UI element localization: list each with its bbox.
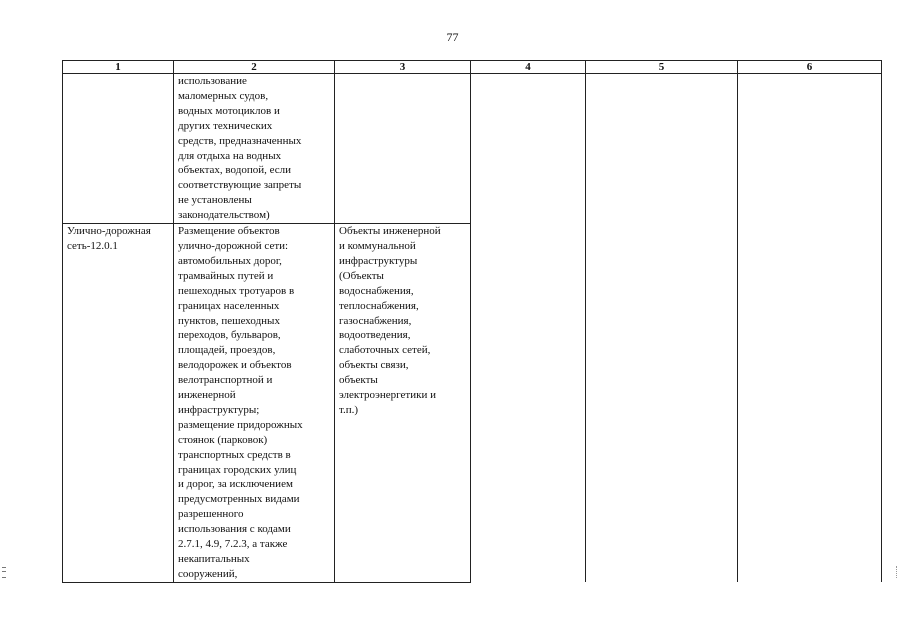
street-network-description: Размещение объектов улично-дорожной сети: автомобильных дорог, трамвайных путей и пешеходных тротуаров в границах населенных пунктов, пешеходных переходов, бульваров, площадей, проездов, велодорожек и объектов велотранспортной и инженерной инфраструктуры; размещение придорожных стоянок (парковок) транспортных средств в границах городских улиц и дорог, за исключением предусмотренных видами разрешенного использования с кодами 2.7.1, 4.9, 7.2.3, а также некапитальных сооружений, xyxy=(178,225,303,580)
column-header-5: 5 xyxy=(586,61,738,74)
cell-col6 xyxy=(738,74,882,583)
table-header-row xyxy=(63,61,882,74)
cell-col5 xyxy=(586,74,738,583)
street-network-code: Улично-дорожная сеть-12.0.1 xyxy=(67,225,151,252)
cell-street-col1 xyxy=(63,224,174,583)
column-header-6: 6 xyxy=(738,61,882,74)
cell-continued-col3 xyxy=(335,74,471,224)
continued-description: использование маломерных судов, водных мотоциклов и других технических средств, предназначенных для отдыха на водных объектах, водопой, если соответствующие запреты не установлены законодательством) xyxy=(178,75,302,222)
street-network-auxiliary: Объекты инженерной и коммунальной инфраструктуры (Объекты водоснабжения, теплоснабжения, газоснабжения, водоотведения, слаботочных сетей, объекты связи, объекты электроэнергетики и т.п.) xyxy=(339,225,441,416)
column-header-3: 3 xyxy=(335,61,471,74)
column-header-1: 1 xyxy=(63,61,174,74)
page-number: 77 xyxy=(446,30,459,44)
scan-margin-mark-right xyxy=(896,566,902,578)
cell-street-col2 xyxy=(174,224,335,583)
column-header-2: 2 xyxy=(174,61,335,74)
cell-col4 xyxy=(471,74,586,583)
table-row-continued xyxy=(63,74,882,224)
cell-continued-col1 xyxy=(63,74,174,224)
column-header-4: 4 xyxy=(471,61,586,74)
cell-continued-col2 xyxy=(174,74,335,224)
cell-street-col3 xyxy=(335,224,471,583)
document-table xyxy=(62,60,882,583)
scan-margin-mark-left xyxy=(2,567,6,578)
